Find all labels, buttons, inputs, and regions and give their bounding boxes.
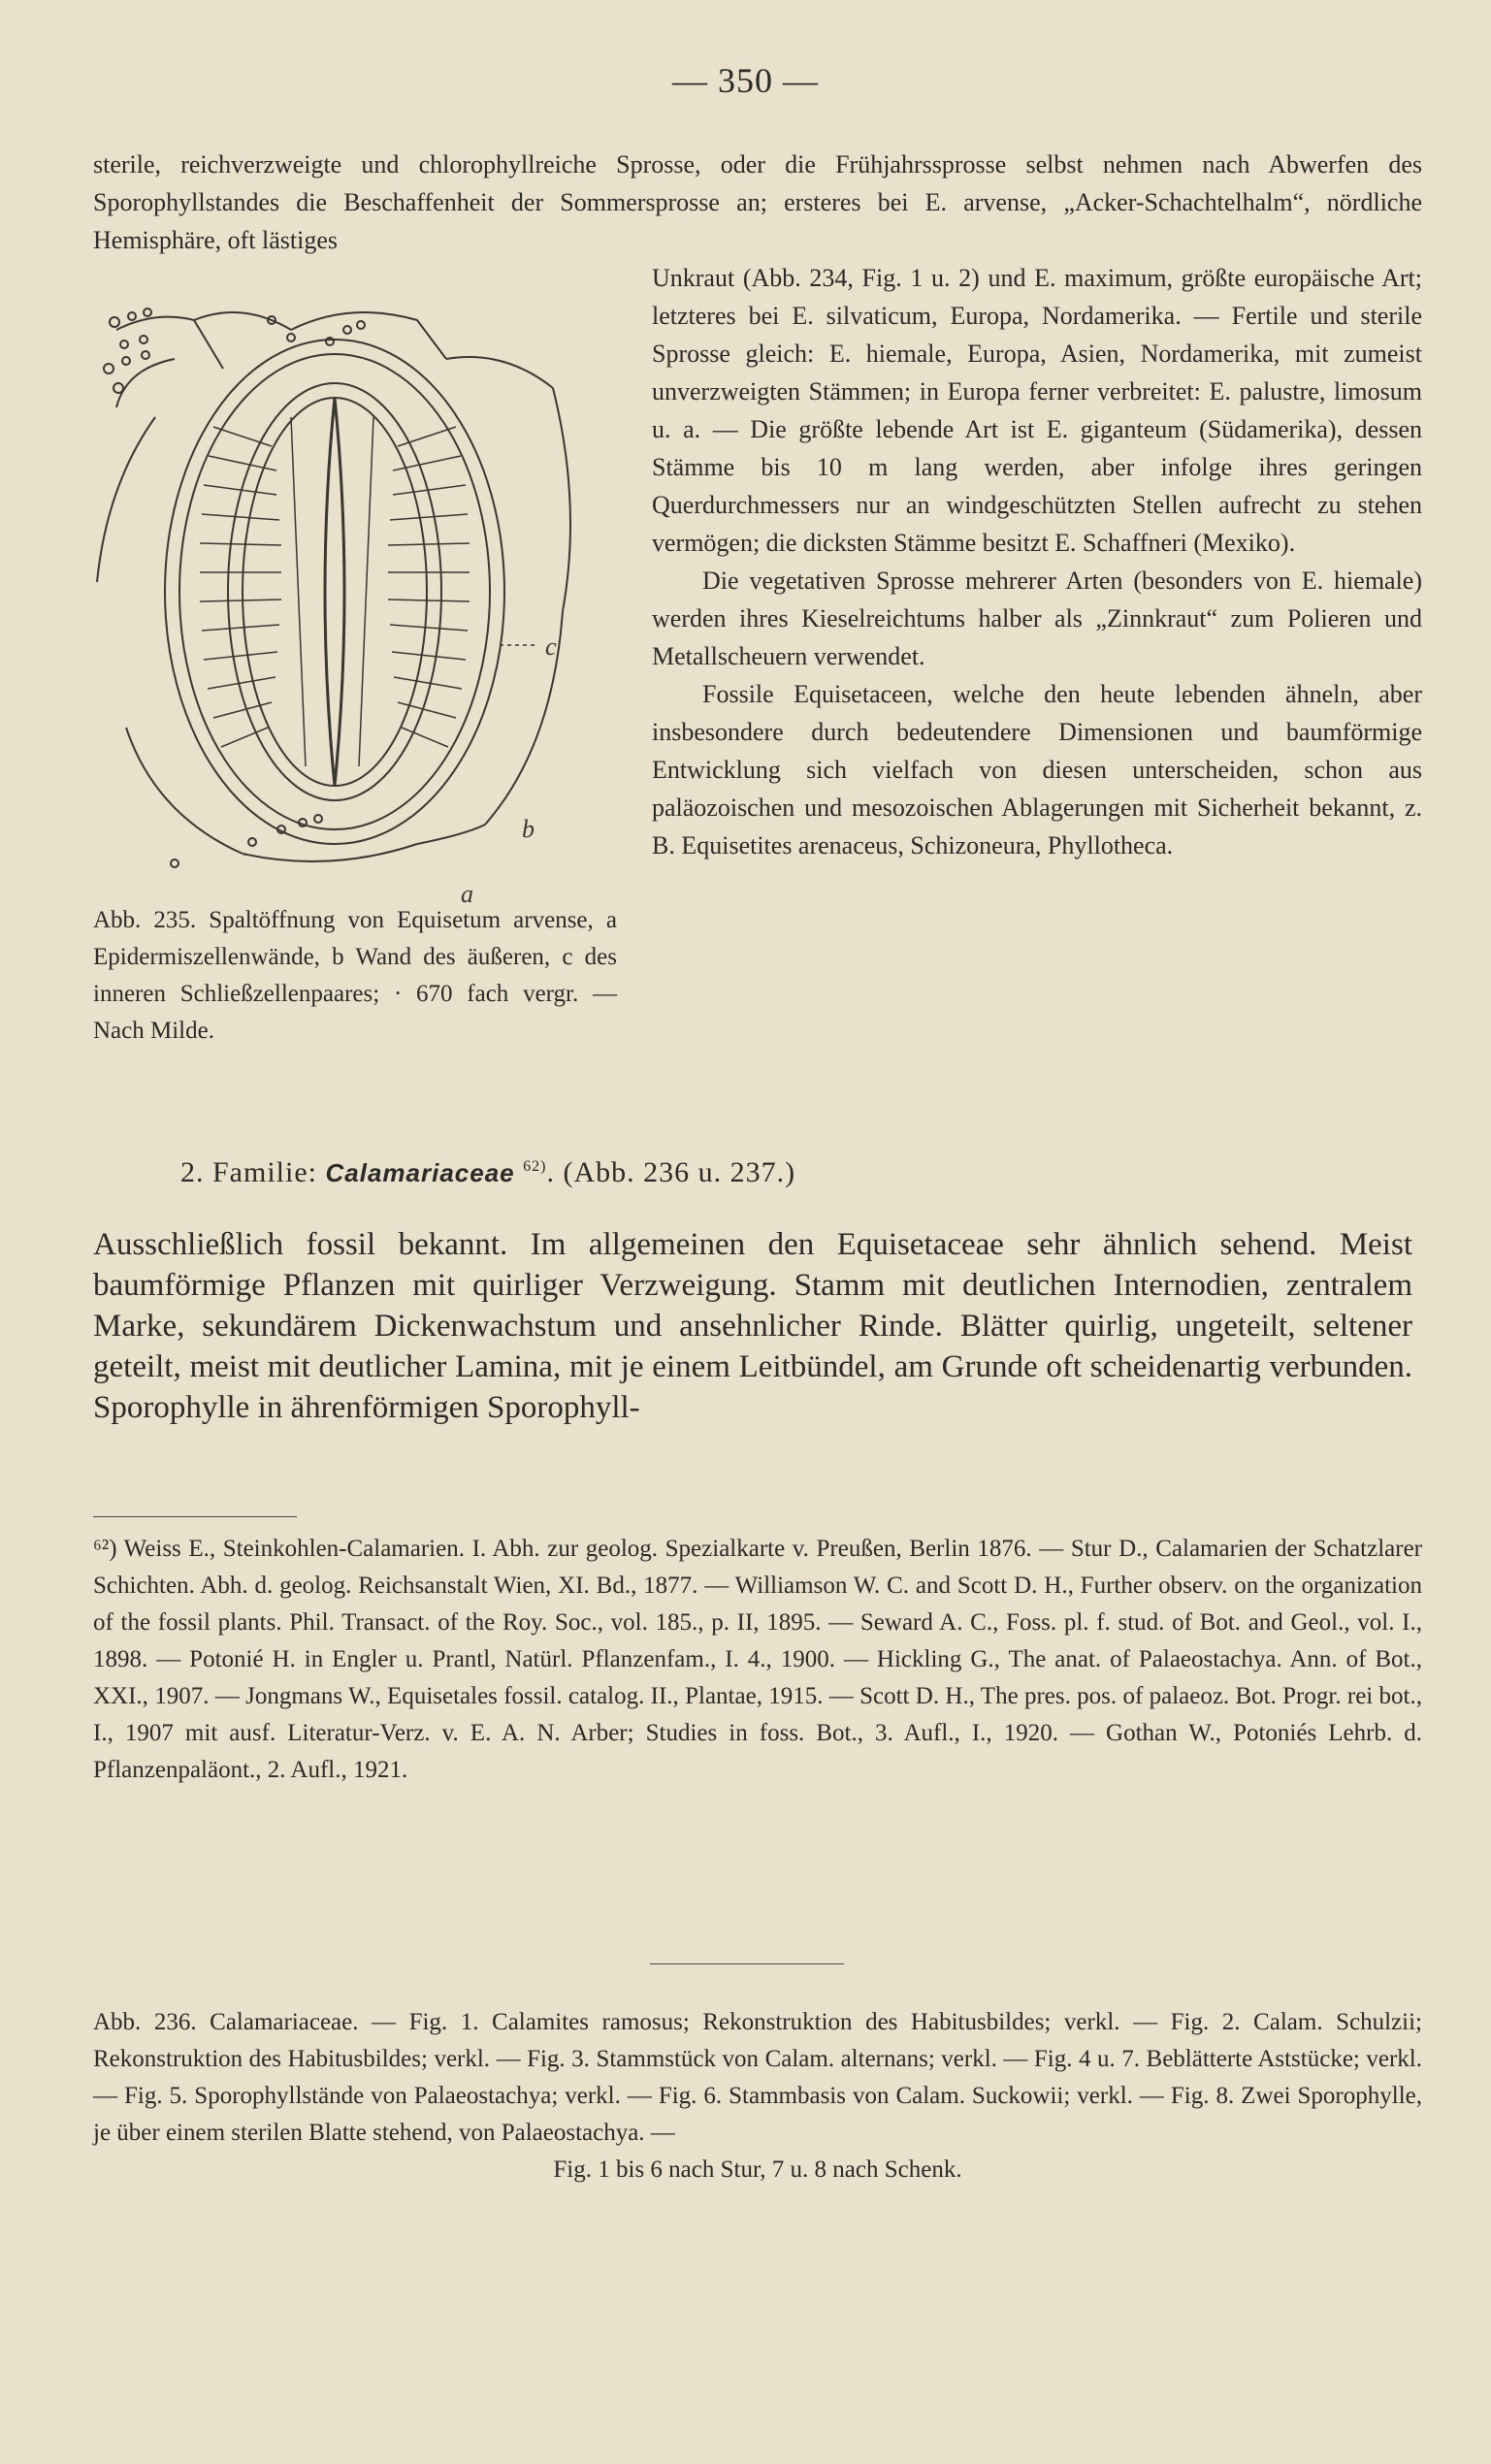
figure-236-caption-credit: Fig. 1 bis 6 nach Stur, 7 u. 8 nach Schenk. [553, 2156, 962, 2183]
footnote-divider [93, 1516, 297, 1517]
family-suffix: . (Abb. 236 u. 237.) [546, 1156, 796, 1188]
main-paragraph: Ausschließlich fossil bekannt. Im allgemeinen den Equisetaceae sehr ähnlich sehend. Meist baumförmige Pflanzen mit quirliger Verzweigung. Stamm mit deutlichen Internodien, zentralem Marke, sekundärem Dickenwachstum und ansehnlicher Rinde. Blätter quirlig, ungeteilt, seltener geteilt, meist mit deutlicher Lamina, mit je einem Leitbündel, am Grunde oft scheidenartig verbunden. Sporophylle in ährenförmigen Sporophyll- [93, 1227, 1412, 1425]
stomata-figure [97, 291, 601, 908]
figure-236-caption [93, 2004, 1422, 2188]
family-name: Calamariaceae [325, 1158, 515, 1187]
right-col-paragraph-1: Unkraut (Abb. 234, Fig. 1 u. 2) und E. maximum, größte europäische Art; letzteres bei E. silvaticum, Europa, Nordamerika. — Fertile und sterile Sprosse gleich: E. hiemale, Europa, Asien, Nordamerika, mit zumeist unverzweigten Stämmen; in Europa ferner verbreitet: E. palustre, limosum u. a. — Die größte lebende Art ist E. giganteum (Südamerika), dessen Stämme bis 10 m lang werden, aber infolge ihres geringen Querdurchmessers nur an windgeschützten Stellen aufrecht zu stehen vermögen; die dicksten Stämme besitzt E. Schaffneri (Mexiko). [652, 264, 1422, 557]
page-number: — 350 — [672, 61, 819, 100]
footnote-62: ⁶²) Weiss E., Steinkohlen-Calamarien. I. Abh. zur geolog. Spezialkarte v. Preußen, Berlin 1876. — Stur D., Calamarien der Schatzlarer Schichten. Abh. d. geolog. Reichsanstalt Wien, XI. Bd., 1877. — Williamson W. C. and Scott D. H., Further observ. on the organization of the fossil plants. Phil. Transact. of the Roy. Soc., vol. 185., p. II, 1895. — Seward A. C., Foss. pl. f. stud. of Bot. and Geol., vol. I., 1898. — Potonié H. in Engler u. Prantl, Natürl. Pflanzenfam., I. 4., 1900. — Hickling G., The anat. of Palaeostachya. Ann. of Bot., XXI., 1907. — Jongmans W., Equisetales fossil. catalog. II., Plantae, 1915. — Scott D. H., The pres. pos. of palaeoz. Bot. Progr. rei bot., I., 1907 mit ausf. Literatur-Verz. v. E. A. N. Arber; Studies in foss. Bot., 3. Aufl., I., 1920. — Gothan W., Potoniés Lehrb. d. Pflanzenpaläont., 2. Aufl., 1921. [93, 1536, 1422, 1783]
stomata-illustration [97, 291, 601, 908]
label-c: c [545, 632, 557, 661]
right-col-paragraph-2: Die vegetativen Sprosse mehrerer Arten (besonders von E. hiemale) werden ihres Kieselreichtums halber als „Zinnkraut“ zum Polieren und Metallscheuern verwendet. [652, 567, 1422, 670]
figure-235-caption: Abb. 235. Spaltöffnung von Equisetum arvense, a Epidermiszellenwände, b Wand des äußeren, c des inneren Schließzellenpaares; · 670 fach vergr. — Nach Milde. [93, 907, 617, 1044]
family-prefix: 2. Familie: [180, 1156, 317, 1188]
right-col-paragraph-3: Fossile Equisetaceen, welche den heute lebenden ähneln, aber insbesondere durch bedeutendere Dimensionen und baumförmige Entwicklung sich vielfach von diesen unterscheiden, schon aus paläozoischen und mesozoischen Ablagerungen mit Sicherheit bekannt, z. B. Equisetites arenaceus, Schizoneura, Phyllotheca. [652, 680, 1422, 859]
label-b: b [522, 815, 535, 843]
family-footnote-ref: 62) [523, 1158, 547, 1175]
label-a: a [461, 880, 473, 908]
intro-paragraph: sterile, reichverzweigte und chlorophyllreiche Sprosse, oder die Frühjahrssprosse selbst nehmen nach Abwerfen des Sporophyllstandes die Beschaffenheit der Sommersprosse an; ersteres bei E. arvense, „Acker-Schachtelhalm“, nördliche Hemisphäre, oft lästiges [93, 150, 1422, 254]
figure-236-caption-text: Abb. 236. Calamariaceae. — Fig. 1. Calamites ramosus; Rekonstruktion des Habitusbildes; verkl. — Fig. 2. Calam. Schulzii; Rekonstruktion des Habitusbildes; verkl. — Fig. 3. Stammstück von Calam. alternans; verkl. — Fig. 4 u. 7. Beblätterte Aststücke; verkl. — Fig. 5. Sporophyllstände von Palaeostachya; verkl. — Fig. 6. Stammbasis von Calam. Suckowii; verkl. — Fig. 8. Zwei Sporophylle, je über einem sterilen Blatte stehend, von Palaeostachya. — [93, 2009, 1422, 2146]
family-heading [180, 1156, 795, 1189]
right-column [652, 259, 1422, 864]
caption-divider [650, 1963, 844, 1964]
